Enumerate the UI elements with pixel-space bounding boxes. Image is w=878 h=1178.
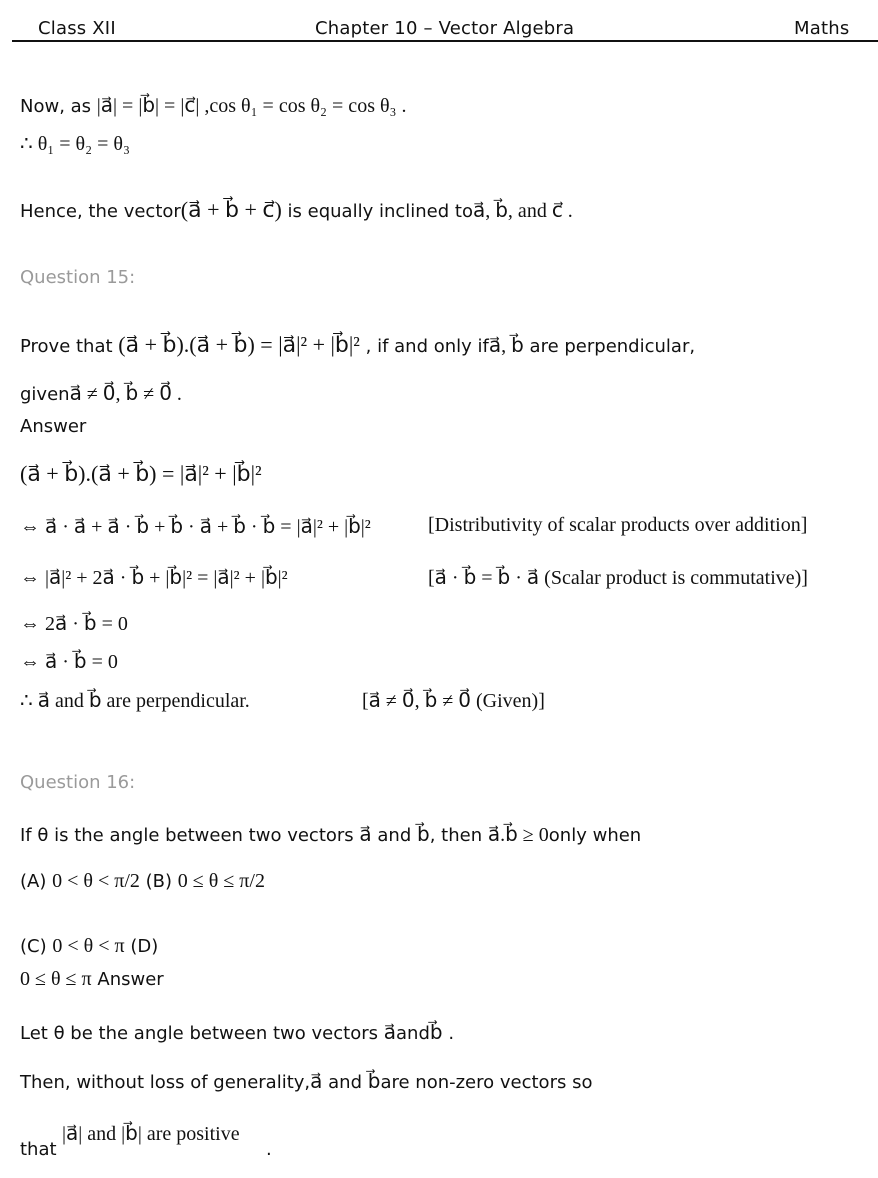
that-text: that <box>20 1139 57 1160</box>
question-16-label: Question 16: <box>20 772 136 793</box>
header-class: Class XII <box>38 18 116 39</box>
proof-step-2: ⇔ a⃗ · a⃗ + a⃗ · b⃗ + b⃗ · a⃗ + b⃗ · b⃗ = |a⃗|² + |b⃗|² <box>20 516 371 538</box>
options-a-b <box>20 870 265 893</box>
proof-step-2-reason: [Distributivity of scalar products over addition] <box>428 514 808 536</box>
let-line <box>20 1020 454 1045</box>
let-text: Let θ be the angle between two vectors <box>20 1023 378 1044</box>
option-d-label: (D) <box>130 936 159 957</box>
q15-vectors: a⃗, b⃗ <box>488 335 524 357</box>
proof-step-4: ⇔ 2a⃗ · b⃗ = 0 <box>20 613 128 635</box>
q15-prove-text: Prove that <box>20 336 113 357</box>
option-c-label: (C) <box>20 936 47 957</box>
that-dot: . <box>266 1139 272 1160</box>
let-vector-a: a⃗ <box>383 1022 396 1044</box>
hence-line <box>20 197 573 223</box>
q15-statement <box>20 332 695 358</box>
proof-step-6: ∴ a⃗ and b⃗ are perpendicular. <box>20 690 250 712</box>
q15-given-math: a⃗ ≠ 0⃗, b⃗ ≠ 0⃗ . <box>69 383 182 405</box>
q15-iff-text: , if and only if <box>365 336 489 357</box>
proof-step-3-reason: [a⃗ · b⃗ = b⃗ · a⃗ (Scalar product is commutative)] <box>428 567 808 589</box>
proof-step-6-reason: [a⃗ ≠ 0⃗, b⃗ ≠ 0⃗ (Given)] <box>362 690 545 712</box>
proof-step-5: ⇔ a⃗ · b⃗ = 0 <box>20 651 118 673</box>
option-b-math: 0 ≤ θ ≤ π/2 <box>177 870 265 892</box>
q16-statement <box>20 822 641 847</box>
then-rest: are non-zero vectors so <box>380 1072 593 1093</box>
hence-vector-sum: (a⃗ + b⃗ + c⃗) <box>180 197 282 222</box>
q16-only-when: only when <box>548 825 642 846</box>
therefore-equal-angles: ∴ θ₁ = θ₂ = θ₃ <box>20 133 130 155</box>
then-vector-b: b⃗ <box>367 1071 381 1093</box>
option-c-math: 0 < θ < π <box>52 935 125 957</box>
q15-given-line <box>20 381 182 406</box>
q16-vector-a: a⃗ <box>359 824 372 846</box>
q16-then: , then <box>429 825 483 846</box>
q16-vector-b: b⃗ <box>417 824 430 846</box>
then-vector-a: a⃗ <box>310 1071 323 1093</box>
header-chapter: Chapter 10 – Vector Algebra <box>315 18 575 39</box>
options-c-d <box>20 935 158 958</box>
let-and: and <box>396 1023 430 1044</box>
q16-condition: a⃗.b⃗ ≥ 0 <box>487 824 549 846</box>
option-a-label: (A) <box>20 871 47 892</box>
option-d-line <box>20 968 164 991</box>
q15-equation: (a⃗ + b⃗).(a⃗ + b⃗) = |a⃗|² + |b⃗|² <box>118 332 360 357</box>
option-d-math: 0 ≤ θ ≤ π <box>20 968 92 990</box>
proof-step-1: (a⃗ + b⃗).(a⃗ + b⃗) = |a⃗|² + |b⃗|² <box>20 461 262 486</box>
q15-given-text: given <box>20 384 70 405</box>
header-rule <box>12 40 878 42</box>
q16-text: If θ is the angle between two vectors <box>20 825 354 846</box>
now-as-math: |a⃗| = |b⃗| = |c⃗| ,cos θ₁ = cos θ₂ = cos θ₃ . <box>96 95 407 117</box>
that-math: |a⃗| and |b⃗| are positive <box>62 1123 240 1145</box>
then-text: Then, without loss of generality, <box>20 1072 311 1093</box>
hence-text: Hence, the vector <box>20 201 181 222</box>
answer-label-2: Answer <box>97 969 164 990</box>
then-and: and <box>328 1072 363 1093</box>
question-15-label: Question 15: <box>20 267 136 288</box>
header-subject: Maths <box>794 18 850 39</box>
answer-label: Answer <box>20 416 87 437</box>
option-b-label: (B) <box>145 871 173 892</box>
proof-step-3: ⇔ |a⃗|² + 2a⃗ · b⃗ + |b⃗|² = |a⃗|² + |b⃗|² <box>20 567 288 589</box>
now-as-line <box>20 93 407 118</box>
let-dot: . <box>448 1023 455 1044</box>
then-line <box>20 1069 592 1094</box>
let-vector-b: b⃗ <box>429 1022 443 1044</box>
now-as-text: Now, as <box>20 96 92 117</box>
q15-perp-text: are perpendicular, <box>529 336 696 357</box>
hence-vectors: a⃗, b⃗, and c⃗ . <box>472 200 573 222</box>
option-a-math: 0 < θ < π/2 <box>52 870 140 892</box>
hence-text-2: is equally inclined to <box>287 201 473 222</box>
q16-and: and <box>377 825 412 846</box>
